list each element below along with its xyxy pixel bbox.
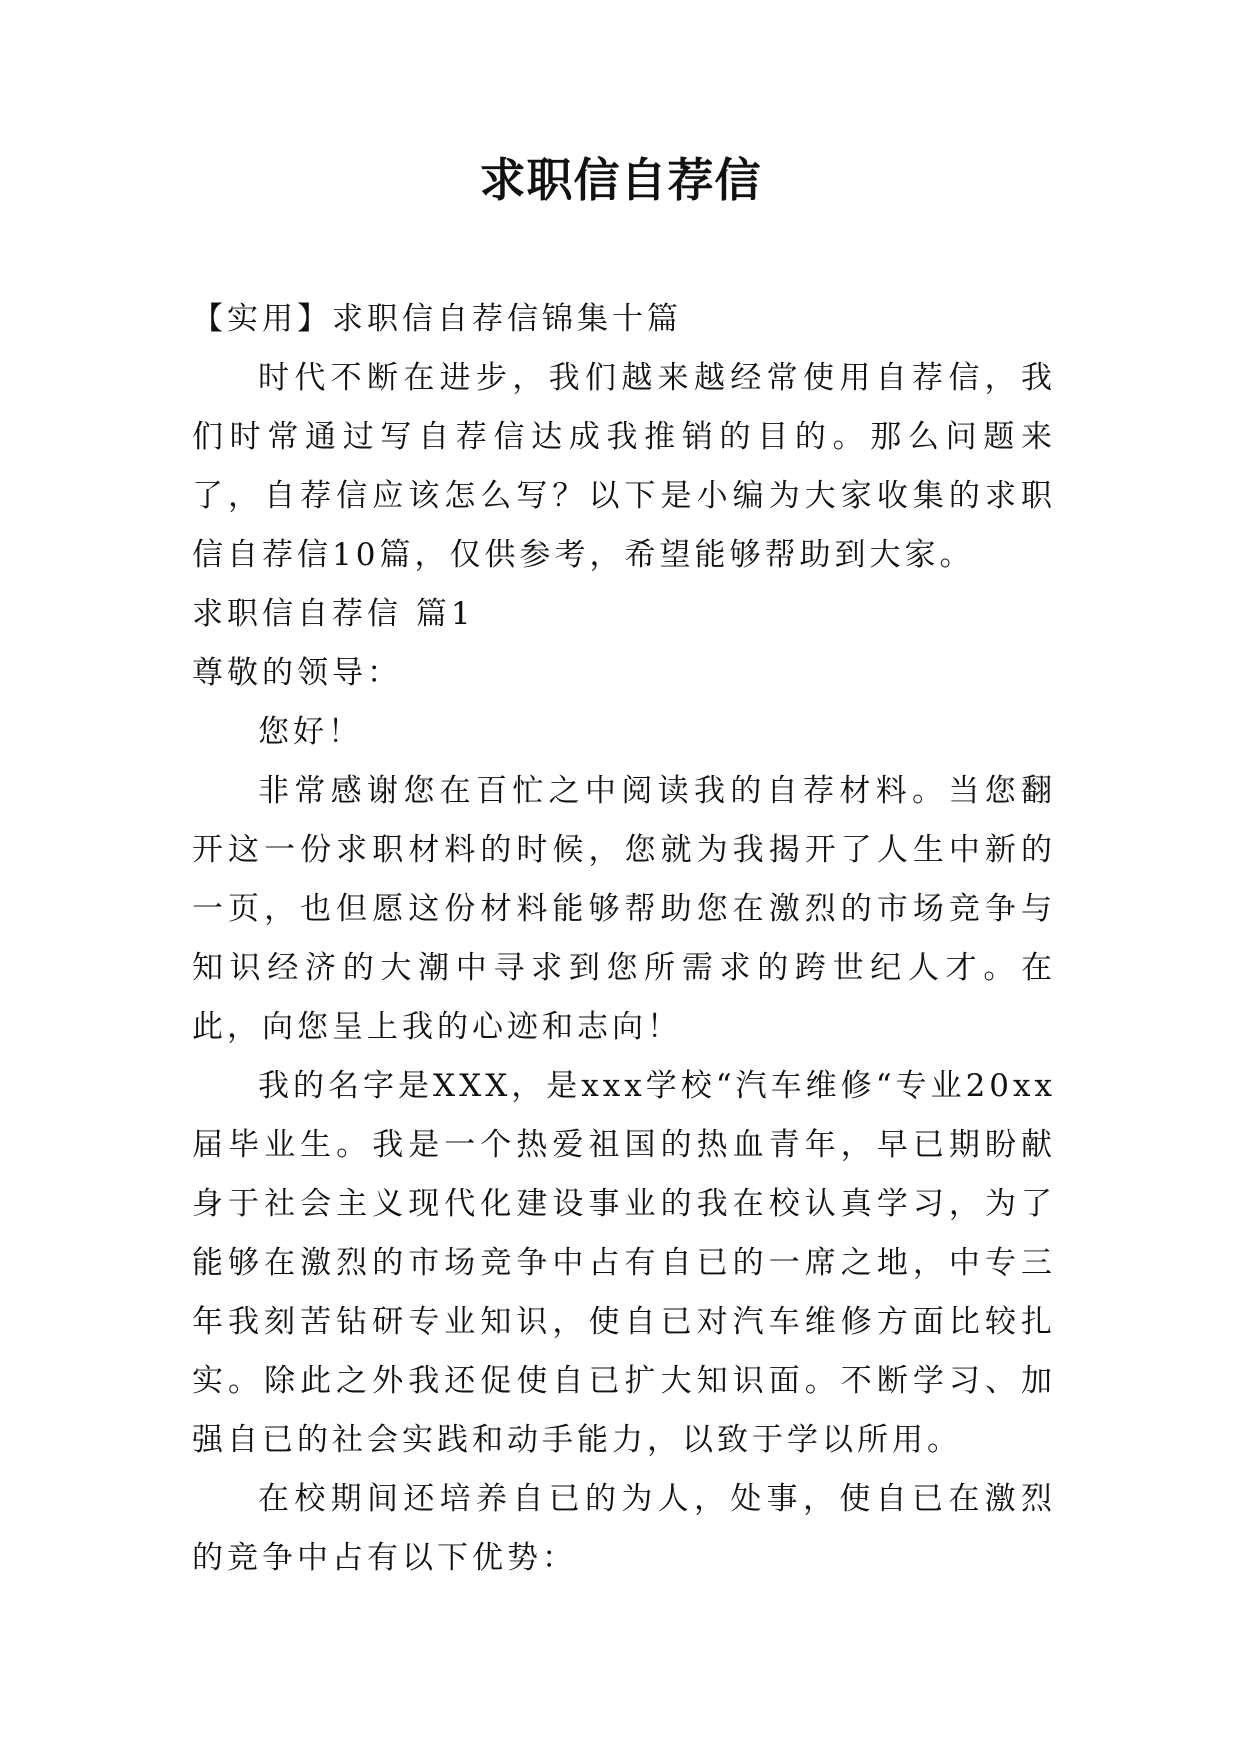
subtitle-line: 【实用】求职信自荐信锦集十篇 [192,301,682,337]
body-paragraph: 我的名字是XXX，是xxx学校“汽车维修“专业20xx届毕业生。我是一个热爱祖国的热血青年，早已期盼献身于社会主义现代化建设事业的我在校认真学习，为了能够在激烈的市场竞争中占有自已的一席之地，中专三年我刻苦钻研专业知识，使自已对汽车维修方面比较扎实。除此之外我还促使自已扩大知识面。不断学习、加强自已的社会实践和动手能力，以致于学以所用。 [192,1068,1056,1458]
document-body [192,290,1056,1588]
greeting: 您好！ [258,714,363,750]
document-title: 求职信自荐信 [479,153,762,207]
salutation: 尊敬的领导： [192,655,402,691]
section-heading: 求职信自荐信 篇1 [192,596,475,632]
intro-paragraph: 时代不断在进步，我们越来越经常使用自荐信，我们时常通过写自荐信达成我推销的目的。那么问题来了，自荐信应该怎么写？以下是小编为大家收集的求职信自荐信10篇，仅供参考，希望能够帮助到大家。 [192,360,1056,573]
body-paragraph: 在校期间还培养自已的为人，处事，使自已在激烈的竞争中占有以下优势： [192,1481,1056,1576]
body-paragraph: 非常感谢您在百忙之中阅读我的自荐材料。当您翻开这一份求职材料的时候，您就为我揭开了人生中新的一页，也但愿这份材料能够帮助您在激烈的市场竞争与知识经济的大潮中寻求到您所需求的跨世纪人才。在此，向您呈上我的心迹和志向！ [192,773,1056,1045]
